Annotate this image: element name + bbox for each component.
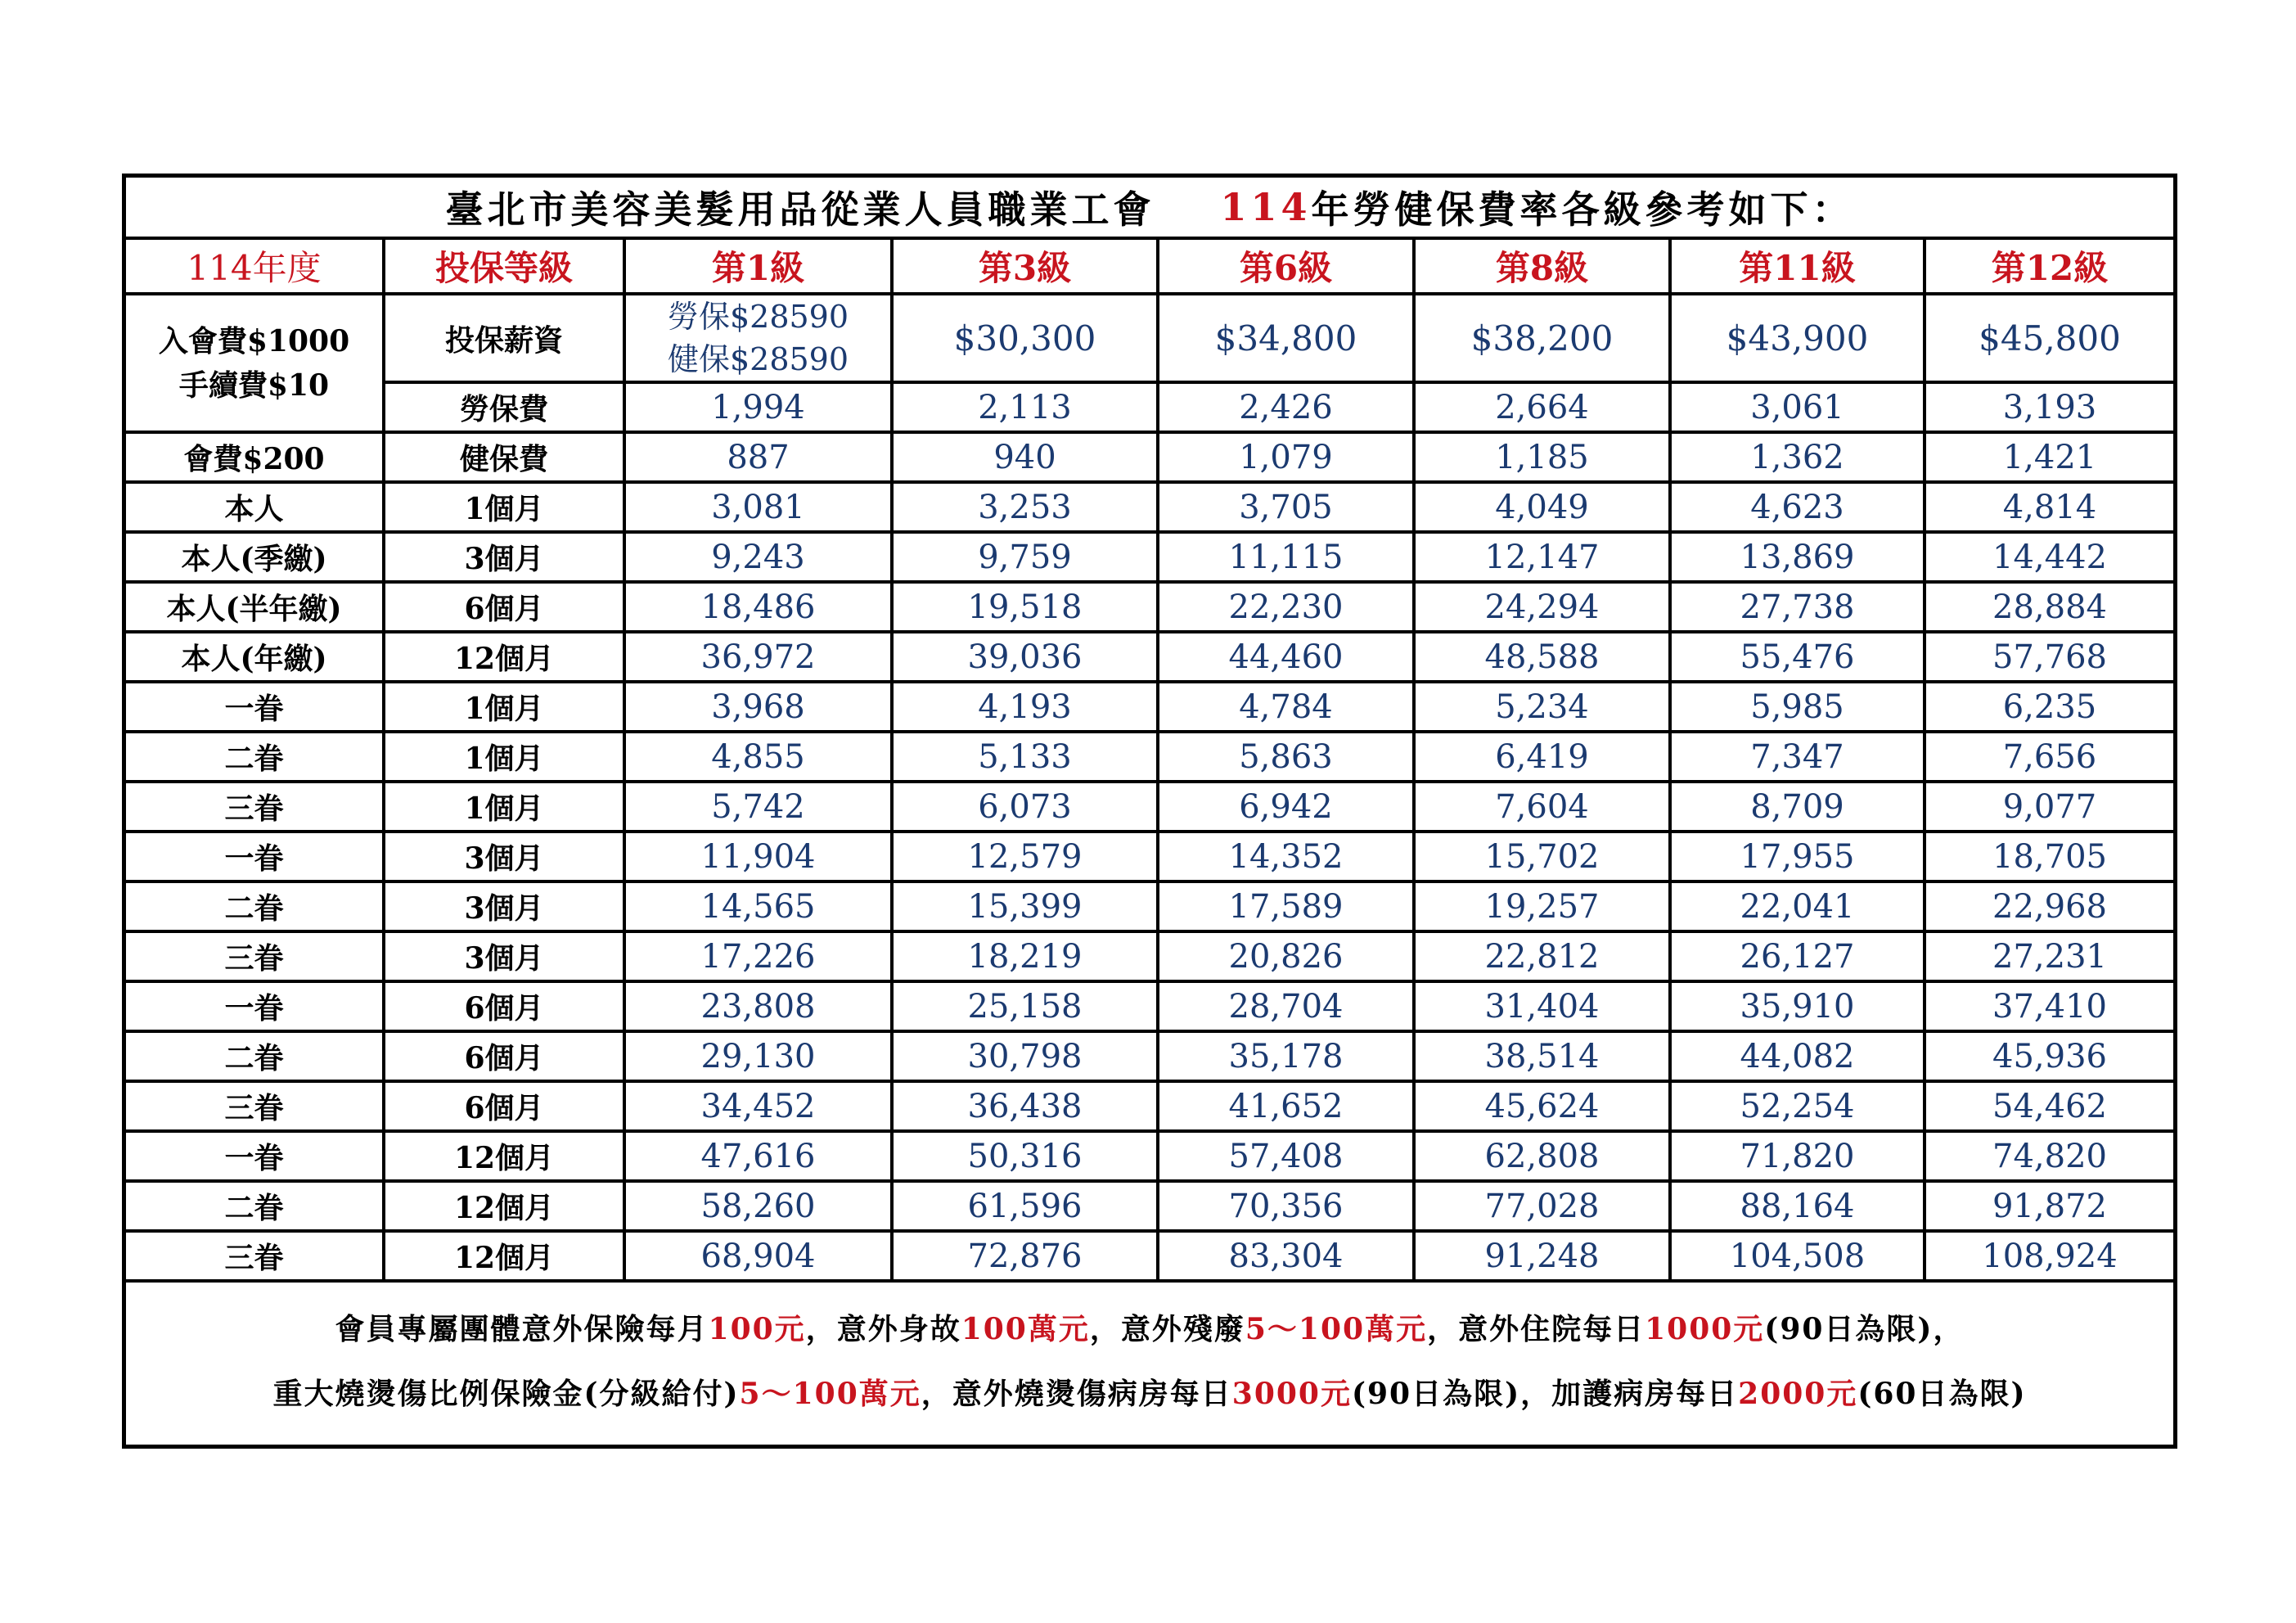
notes-highlight: 1000元 (1645, 1311, 1765, 1346)
notes-line-2 (272, 1371, 2026, 1413)
rate-cell: 19,518 (892, 582, 1158, 632)
rate-cell: 3,968 (624, 682, 892, 732)
rate-cell: 57,768 (1925, 632, 2173, 682)
rate-cell: 3,705 (1158, 482, 1414, 532)
rate-cell: 70,356 (1158, 1181, 1414, 1231)
rate-cell: 19,257 (1414, 881, 1670, 931)
wage-value: $43,900 (1670, 294, 1925, 382)
row-period: 12個月 (384, 1131, 624, 1181)
rate-cell: 2,664 (1414, 382, 1670, 432)
rate-cell: 45,624 (1414, 1081, 1670, 1131)
rate-cell: 6,419 (1414, 732, 1670, 782)
title-suffix: 年勞健保費率各級參考如下： (1311, 187, 1854, 232)
row-label: 三眷 (126, 1081, 384, 1131)
wage-value: $45,800 (1925, 294, 2173, 382)
table-row (126, 1081, 2173, 1131)
table-row (126, 1031, 2173, 1081)
table-row (126, 1181, 2173, 1231)
rate-cell: 15,399 (892, 881, 1158, 931)
table-row (126, 532, 2173, 582)
table-row (126, 981, 2173, 1031)
rate-cell: 20,826 (1158, 931, 1414, 981)
rate-cell: 4,784 (1158, 682, 1414, 732)
row-label: 一眷 (126, 832, 384, 881)
notes-highlight: 2000元 (1738, 1377, 1858, 1412)
table-row (126, 782, 2173, 832)
notes-highlight: 100元 (708, 1311, 806, 1346)
notes-highlight: 100萬元 (961, 1311, 1090, 1346)
row-period: 1個月 (384, 782, 624, 832)
row-label: 二眷 (126, 1031, 384, 1081)
header-row (126, 240, 2173, 294)
rate-table-frame (122, 174, 2177, 1449)
wage-value: $34,800 (1158, 294, 1414, 382)
rate-cell: 36,438 (892, 1081, 1158, 1131)
row-label: 本人 (126, 482, 384, 532)
row-period: 健保費 (384, 432, 624, 482)
rate-cell: 91,872 (1925, 1181, 2173, 1231)
header-year: 114年度 (126, 240, 384, 294)
notes-text: ，意外住院每日 (1427, 1311, 1645, 1346)
rate-cell: 7,656 (1925, 732, 2173, 782)
rate-cell: 11,115 (1158, 532, 1414, 582)
row-label: 一眷 (126, 682, 384, 732)
rate-cell: 887 (624, 432, 892, 482)
rate-cell: 104,508 (1670, 1231, 1925, 1279)
notes-text: (90日為限)， (1764, 1311, 1965, 1346)
rate-cell: 45,936 (1925, 1031, 2173, 1081)
rate-cell: 28,884 (1925, 582, 2173, 632)
rate-cell: 108,924 (1925, 1231, 2173, 1279)
rate-cell: 5,985 (1670, 682, 1925, 732)
table-row (126, 582, 2173, 632)
notes-line-1 (335, 1306, 1965, 1348)
rate-cell: 1,079 (1158, 432, 1414, 482)
row-period: 1個月 (384, 682, 624, 732)
insurance-notes (126, 1279, 2173, 1436)
title-union-name: 臺北市美容美髮用品從業人員職業工會 (445, 187, 1155, 232)
rate-cell: 9,077 (1925, 782, 2173, 832)
rate-cell: 74,820 (1925, 1131, 2173, 1181)
rate-cell: 14,352 (1158, 832, 1414, 881)
table-title (126, 178, 2173, 240)
rate-cell: 30,798 (892, 1031, 1158, 1081)
rate-cell: 5,863 (1158, 732, 1414, 782)
notes-text: 會員專屬團體意外保險每月 (335, 1311, 709, 1346)
wage-health: 健保$28590 (667, 341, 849, 377)
row-period: 12個月 (384, 632, 624, 682)
rate-cell: 4,814 (1925, 482, 2173, 532)
rate-cell: 31,404 (1414, 981, 1670, 1031)
wage-value: $30,300 (892, 294, 1158, 382)
row-period: 6個月 (384, 582, 624, 632)
title-year: 114 (1220, 185, 1312, 229)
rate-cell: 4,623 (1670, 482, 1925, 532)
rate-cell: 5,234 (1414, 682, 1670, 732)
rate-cell: 54,462 (1925, 1081, 2173, 1131)
rate-cell: 41,652 (1158, 1081, 1414, 1131)
row-period: 勞保費 (384, 382, 624, 432)
notes-text: ，意外身故 (805, 1311, 961, 1346)
wage-first-cell (624, 294, 892, 382)
row-label: 一眷 (126, 981, 384, 1031)
rate-cell: 18,486 (624, 582, 892, 632)
row-label: 一眷 (126, 1131, 384, 1181)
rate-cell: 4,855 (624, 732, 892, 782)
table-row (126, 382, 2173, 432)
rate-cell: 14,565 (624, 881, 892, 931)
row-period: 12個月 (384, 1231, 624, 1279)
rate-cell: 1,421 (1925, 432, 2173, 482)
rate-cell: 50,316 (892, 1131, 1158, 1181)
rate-cell: 57,408 (1158, 1131, 1414, 1181)
rate-cell: 4,193 (892, 682, 1158, 732)
rate-cell: 39,036 (892, 632, 1158, 682)
notes-highlight: 5～100萬元 (739, 1377, 921, 1412)
table-row (126, 482, 2173, 532)
rate-table (126, 240, 2173, 1279)
rate-cell: 1,362 (1670, 432, 1925, 482)
rate-cell: 29,130 (624, 1031, 892, 1081)
rate-cell: 1,994 (624, 382, 892, 432)
rate-cell: 91,248 (1414, 1231, 1670, 1279)
rate-cell: 44,082 (1670, 1031, 1925, 1081)
rate-cell: 17,589 (1158, 881, 1414, 931)
rate-cell: 18,219 (892, 931, 1158, 981)
entry-fee: 入會費$1000 (158, 323, 350, 358)
rate-cell: 62,808 (1414, 1131, 1670, 1181)
rate-cell: 22,041 (1670, 881, 1925, 931)
rate-cell: 61,596 (892, 1181, 1158, 1231)
fees-cell (126, 294, 384, 432)
rate-cell: 3,193 (1925, 382, 2173, 432)
rate-cell: 14,442 (1925, 532, 2173, 582)
rate-cell: 6,073 (892, 782, 1158, 832)
rate-cell: 18,705 (1925, 832, 2173, 881)
table-row (126, 682, 2173, 732)
rate-cell: 15,702 (1414, 832, 1670, 881)
row-period: 1個月 (384, 482, 624, 532)
rate-cell: 25,158 (892, 981, 1158, 1031)
rate-cell: 47,616 (624, 1131, 892, 1181)
rate-cell: 12,147 (1414, 532, 1670, 582)
row-period: 3個月 (384, 931, 624, 981)
rate-cell: 68,904 (624, 1231, 892, 1279)
rate-cell: 22,812 (1414, 931, 1670, 981)
rate-cell: 44,460 (1158, 632, 1414, 682)
rate-cell: 58,260 (624, 1181, 892, 1231)
table-row (126, 632, 2173, 682)
rate-cell: 27,231 (1925, 931, 2173, 981)
header-grade: 第3級 (892, 240, 1158, 294)
row-period: 3個月 (384, 881, 624, 931)
rate-cell: 24,294 (1414, 582, 1670, 632)
header-grade: 第1級 (624, 240, 892, 294)
wage-value: $38,200 (1414, 294, 1670, 382)
wage-row (126, 294, 2173, 382)
row-label: 會費$200 (126, 432, 384, 482)
row-label: 二眷 (126, 1181, 384, 1231)
rate-cell: 3,253 (892, 482, 1158, 532)
notes-text: ，意外殘廢 (1089, 1311, 1245, 1346)
rate-cell: 9,759 (892, 532, 1158, 582)
row-period: 1個月 (384, 732, 624, 782)
row-label: 二眷 (126, 732, 384, 782)
row-period: 3個月 (384, 832, 624, 881)
rate-cell: 6,942 (1158, 782, 1414, 832)
rate-cell: 88,164 (1670, 1181, 1925, 1231)
rate-cell: 12,579 (892, 832, 1158, 881)
rate-cell: 5,133 (892, 732, 1158, 782)
rate-cell: 3,061 (1670, 382, 1925, 432)
rate-cell: 1,185 (1414, 432, 1670, 482)
row-period: 6個月 (384, 1081, 624, 1131)
row-period: 6個月 (384, 1031, 624, 1081)
rate-cell: 3,081 (624, 482, 892, 532)
row-label: 本人(季繳) (126, 532, 384, 582)
rate-cell: 77,028 (1414, 1181, 1670, 1231)
rate-cell: 37,410 (1925, 981, 2173, 1031)
rate-cell: 7,347 (1670, 732, 1925, 782)
table-row (126, 732, 2173, 782)
rate-cell: 940 (892, 432, 1158, 482)
rate-cell: 5,742 (624, 782, 892, 832)
rate-cell: 55,476 (1670, 632, 1925, 682)
wage-labor: 勞保$28590 (667, 299, 849, 335)
notes-text: (60日為限) (1857, 1377, 2027, 1412)
wage-label: 投保薪資 (384, 294, 624, 382)
row-label: 本人(年繳) (126, 632, 384, 682)
header-grade: 第12級 (1925, 240, 2173, 294)
rate-cell: 17,226 (624, 931, 892, 981)
header-grade-label: 投保等級 (384, 240, 624, 294)
notes-text: 重大燒燙傷比例保險金(分級給付) (272, 1377, 740, 1412)
header-grade: 第6級 (1158, 240, 1414, 294)
header-grade: 第11級 (1670, 240, 1925, 294)
rate-cell: 22,968 (1925, 881, 2173, 931)
notes-highlight: 5～100萬元 (1245, 1311, 1428, 1346)
row-label: 二眷 (126, 881, 384, 931)
rate-cell: 83,304 (1158, 1231, 1414, 1279)
row-period: 12個月 (384, 1181, 624, 1231)
rate-cell: 71,820 (1670, 1131, 1925, 1181)
rate-cell: 27,738 (1670, 582, 1925, 632)
rate-cell: 11,904 (624, 832, 892, 881)
rate-cell: 9,243 (624, 532, 892, 582)
notes-text: ，意外燒燙傷病房每日 (921, 1377, 1232, 1412)
rate-cell: 22,230 (1158, 582, 1414, 632)
rate-cell: 8,709 (1670, 782, 1925, 832)
table-row (126, 1231, 2173, 1279)
table-row (126, 931, 2173, 981)
rate-cell: 34,452 (624, 1081, 892, 1131)
rate-cell: 72,876 (892, 1231, 1158, 1279)
rate-cell: 23,808 (624, 981, 892, 1031)
row-label: 本人(半年繳) (126, 582, 384, 632)
row-period: 3個月 (384, 532, 624, 582)
rate-cell: 35,910 (1670, 981, 1925, 1031)
row-label: 三眷 (126, 931, 384, 981)
rate-cell: 36,972 (624, 632, 892, 682)
row-label: 三眷 (126, 1231, 384, 1279)
rate-cell: 17,955 (1670, 832, 1925, 881)
rate-cell: 6,235 (1925, 682, 2173, 732)
table-row (126, 832, 2173, 881)
rate-cell: 26,127 (1670, 931, 1925, 981)
rate-cell: 2,113 (892, 382, 1158, 432)
table-row (126, 1131, 2173, 1181)
row-period: 6個月 (384, 981, 624, 1031)
header-grade: 第8級 (1414, 240, 1670, 294)
rate-cell: 38,514 (1414, 1031, 1670, 1081)
handling-fee: 手續費$10 (178, 367, 330, 403)
table-row (126, 881, 2173, 931)
rate-cell: 13,869 (1670, 532, 1925, 582)
rate-cell: 35,178 (1158, 1031, 1414, 1081)
rate-cell: 2,426 (1158, 382, 1414, 432)
notes-highlight: 3000元 (1231, 1377, 1352, 1412)
row-label: 三眷 (126, 782, 384, 832)
table-row (126, 432, 2173, 482)
rate-cell: 4,049 (1414, 482, 1670, 532)
rate-cell: 52,254 (1670, 1081, 1925, 1131)
rate-cell: 7,604 (1414, 782, 1670, 832)
rate-cell: 48,588 (1414, 632, 1670, 682)
notes-text: (90日為限)，加護病房每日 (1351, 1377, 1739, 1412)
rate-cell: 28,704 (1158, 981, 1414, 1031)
